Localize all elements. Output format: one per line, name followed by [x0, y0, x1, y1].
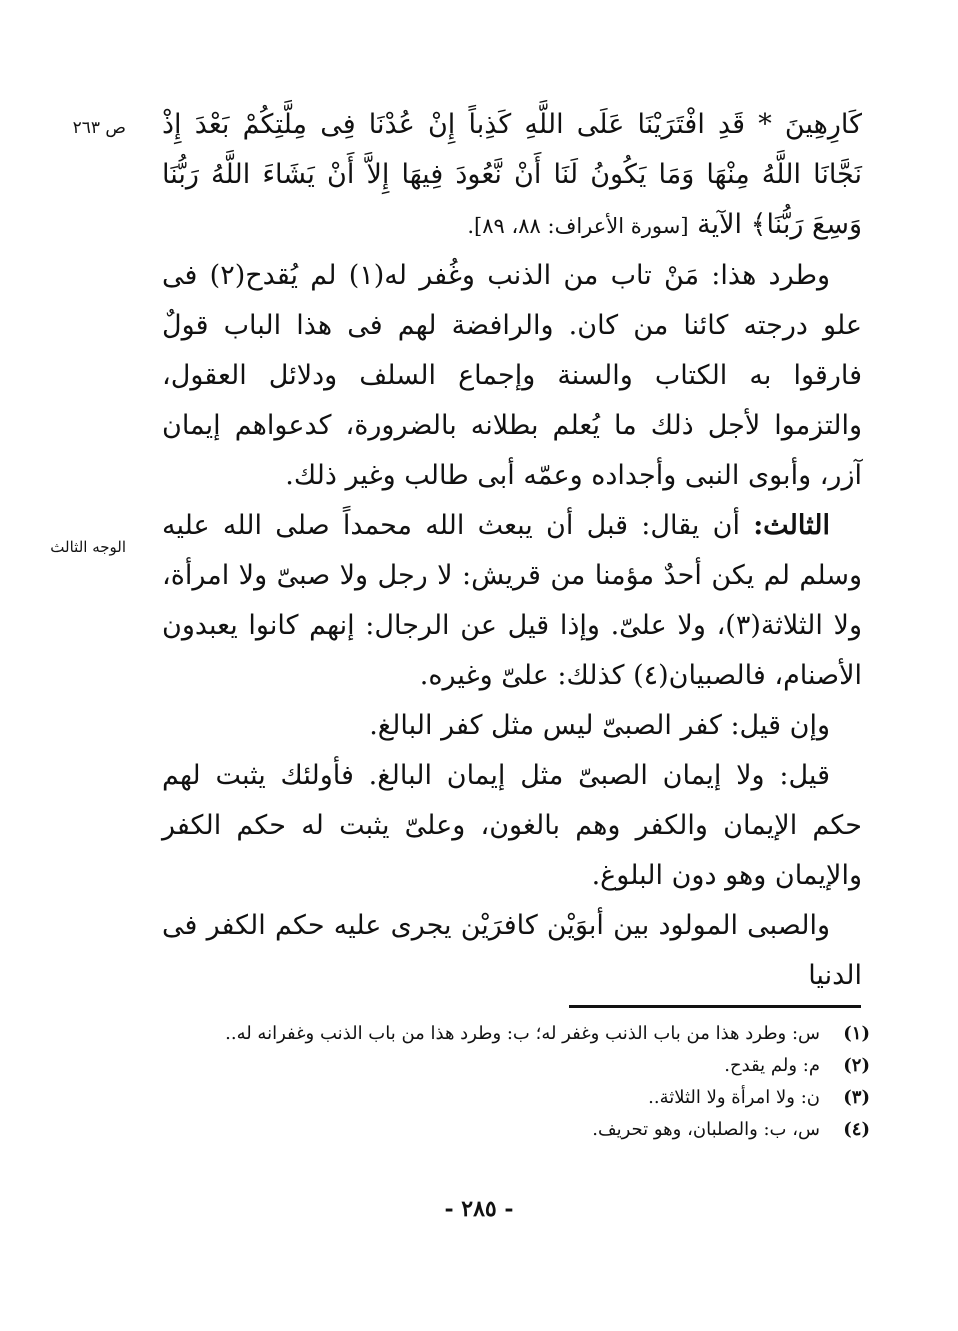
surah-reference: [سورة الأعراف: ٨٨، ٨٩].	[467, 214, 689, 238]
footnote-number: (٣)	[843, 1087, 870, 1108]
body-text	[162, 100, 862, 1001]
footnote-text: س، ب: والصلبان، وهو تحريف.	[592, 1119, 820, 1140]
quran-quote-paragraph	[162, 100, 862, 251]
third-aspect-heading: الثالث:	[753, 510, 830, 541]
footnote-divider	[569, 1005, 861, 1008]
margin-page-reference: ص ٢٦٣	[72, 118, 126, 138]
margin-section-label: الوجه الثالث	[50, 538, 126, 556]
footnote-text: س: وطرد هذا من باب الذنب وغفر له؛ ب: وطرد هذا من باب الذنب وغفرانه له..	[225, 1023, 820, 1044]
paragraph-child: والصبى المولود بين أبوَيْن كافرَيْن يجرى عليه حكم الكفر فى الدنيا	[162, 910, 862, 991]
quran-quote: كَارِهِينَ * قَدِ افْتَرَيْنَا عَلَى اللَّهِ كَذِباً إِنْ عُدْنَا فِى مِلَّتِكُمْ بَعْدَ إِذْ نَجَّانَا اللَّهُ مِنْهَا وَمَا يَكُونُ لَنَا أَنْ نَّعُودَ فِيهَا إِلاَّ أَنْ يَشَاءَ اللَّهُ رَبُّنَا وَسِعَ رَبُّنَا﴾ الآية	[162, 109, 862, 240]
footnote-item	[190, 1082, 870, 1114]
footnote-number: (٤)	[843, 1119, 870, 1140]
paragraph-reply: قيل: ولا إيمان الصبىّ مثل إيمان البالغ. فأولئك يثبت لهم حكم الإيمان والكفر وهم بالغون، وعلىّ يثبت له حكم الكفر والإيمان وهو دون البلوغ.	[162, 760, 862, 891]
paragraph-tard: وطرد هذا: مَنْ تاب من الذنب وغُفر له(١) لم يُقدح(٢) فى علو درجته كائنا من كان. والرافضة لهم فى هذا الباب قولٌ فارقوا به الكتاب والسنة وإجماع السلف ودلائل العقول، والتزموا لأجل ذلك ما يُعلم بطلانه بالضرورة، كدعواهم إيمان آزر، وأبوى النبى وأجداده وعمّه أبى طالب وغير ذلك.	[162, 260, 862, 491]
page-number: - ٢٨٥ -	[444, 1196, 514, 1222]
paragraph-objection: وإن قيل: كفر الصبىّ ليس مثل كفر البالغ.	[369, 710, 830, 741]
footnote-number: (١)	[843, 1023, 870, 1044]
footnote-item	[190, 1050, 870, 1082]
footnote-number: (٢)	[843, 1055, 870, 1076]
paragraph-third-aspect	[162, 501, 862, 701]
third-aspect-text: أن يقال: قبل أن يبعث الله محمداً صلى الله عليه وسلم لم يكن أحدٌ مؤمنا من قريش: لا رجل ولا صبىّ ولا امرأة، ولا الثلاثة(٣)، ولا علىّ. وإذا قيل عن الرجال: إنهم كانوا يعبدون الأصنام، فالصبيان(٤) كذلك: علىّ وغيره.	[162, 510, 862, 691]
footnote-text: م: ولم يقدح.	[724, 1055, 820, 1076]
footnote-item	[190, 1018, 870, 1050]
footnote-text: ن: ولا امرأة ولا الثلاثة..	[648, 1087, 820, 1108]
footnotes	[190, 1018, 870, 1146]
footnote-item	[190, 1114, 870, 1146]
